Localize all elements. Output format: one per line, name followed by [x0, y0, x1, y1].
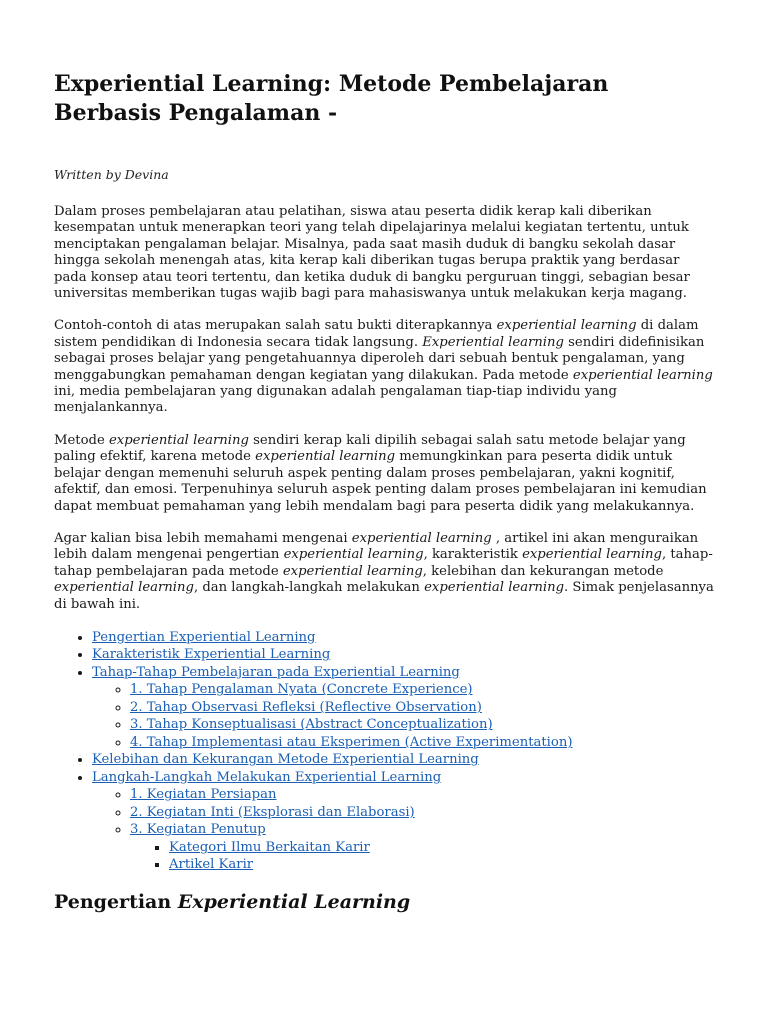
italic-term: experiential learning: [522, 547, 662, 563]
text-run: Dalam proses pembelajaran atau pelatihan, siswa atau peserta didik kerap kali diberikan kesempatan untuk menerapkan teori yang telah dipelajarinya melalui kegiatan tertentu, untuk menciptakan pengalaman belajar. Misalnya, pada saat masih duduk di bangku sekolah dasar hingga sekolah menengah atas, kita kerap kali diberikan tugas berupa praktik yang berdasar pada konsep atau teori tertentu, dan ketika duduk di bangku perguruan tinggi, sebagian besar universitas memberikan tugas wajib bagi para mahasiswanya untuk melakukan kerja magang.: [54, 204, 690, 302]
toc-item: [130, 821, 716, 874]
section-heading-plain: Pengertian: [54, 890, 178, 913]
body-paragraph: [54, 433, 716, 515]
toc-link[interactable]: 4. Tahap Implementasi atau Eksperimen (Active Experimentation): [130, 734, 573, 750]
article-body: [54, 204, 716, 914]
italic-term: Experiential learning: [422, 334, 564, 350]
text-run: , dan langkah-langkah melakukan: [193, 580, 425, 596]
text-run: sendiri kerap kali dipilih sebagai salah satu metode belajar yang paling efektif, karena metode: [54, 432, 686, 465]
italic-term: experiential learning: [283, 547, 424, 563]
italic-term: experiential learning: [424, 580, 565, 596]
italic-term: experiential learning: [496, 318, 637, 334]
toc-sublist: [92, 786, 716, 874]
text-run: Agar kalian bisa lebih memahami mengenai: [54, 530, 352, 546]
toc-item: [92, 629, 716, 647]
toc-link[interactable]: Kelebihan dan Kekurangan Metode Experiential Learning: [92, 752, 479, 768]
toc-link[interactable]: Tahap-Tahap Pembelajaran pada Experiential Learning: [92, 664, 460, 680]
text-run: Metode: [54, 432, 109, 448]
text-run: , karakteristik: [423, 547, 523, 563]
text-run: sendiri didefinisikan sebagai proses belajar yang pengetahuannya diperoleh dari sebuah bentuk pengalaman, yang menggabungkan pemahaman dengan kegiatan yang dilakukan. Pada metode: [54, 334, 705, 383]
toc-item: [169, 839, 716, 857]
toc-sublist: [130, 839, 716, 874]
toc-link[interactable]: 2. Kegiatan Inti (Eksplorasi dan Elaborasi): [130, 804, 415, 820]
body-paragraph: [54, 204, 716, 302]
toc-item: [130, 681, 716, 699]
toc-link[interactable]: 3. Tahap Konseptualisasi (Abstract Conceptualization): [130, 717, 493, 733]
text-run: . Simak penjelasannya di bawah ini.: [54, 580, 714, 612]
body-paragraph: [54, 531, 716, 613]
text-run: , kelebihan dan kekurangan metode: [422, 563, 664, 579]
toc-link[interactable]: 1. Tahap Pengalaman Nyata (Concrete Experience): [130, 682, 473, 698]
text-run: di dalam sistem pendidikan di Indonesia secara tidak langsung.: [54, 318, 699, 350]
italic-term: experiential learning: [282, 563, 423, 579]
article-byline: Written by Devina: [54, 167, 169, 182]
toc-link[interactable]: Artikel Karir: [169, 857, 254, 873]
italic-term: experiential learning: [351, 530, 492, 546]
toc-sublist: [92, 681, 716, 751]
section-heading-pengertian: [54, 890, 716, 914]
toc-item: [92, 769, 716, 874]
italic-term: experiential learning: [572, 367, 713, 383]
text-run: ini, media pembelajaran yang digunakan adalah pengalaman tiap-tiap individu yang menjalankannya.: [54, 384, 617, 416]
toc-item: [130, 734, 716, 752]
text-run: memungkinkan para peserta didik untuk belajar dengan memenuhi seluruh aspek penting dalam proses pembelajaran, yakni kognitif, afektif, dan emosi. Terpenuhinya seluruh aspek penting dalam proses pembelajaran ini kemudian dapat membuat pemahaman yang lebih mendalam bagi para peserta didik yang melakukannya.: [54, 449, 707, 514]
section-heading-italic: Experiential Learning: [177, 890, 411, 913]
toc-link[interactable]: Kategori Ilmu Berkaitan Karir: [169, 839, 370, 855]
toc-item: [92, 664, 716, 752]
italic-term: experiential learning: [54, 580, 194, 596]
toc-link[interactable]: Pengertian Experiential Learning: [92, 629, 316, 645]
text-run: , artikel ini akan menguraikan lebih dalam mengenai pengertian: [54, 530, 699, 563]
article-title: Experiential Learning: Metode Pembelajaran Berbasis Pengalaman -: [54, 71, 609, 126]
toc-item: [130, 699, 716, 717]
toc-item: [92, 751, 716, 769]
toc-link[interactable]: Karakteristik Experiential Learning: [92, 647, 331, 663]
toc-item: [130, 804, 716, 822]
toc-link[interactable]: 1. Kegiatan Persiapan: [130, 787, 277, 803]
text-run: Contoh-contoh di atas merupakan salah satu bukti diterapkannya: [54, 318, 497, 334]
paragraph-list: [54, 204, 716, 613]
toc-item: [130, 716, 716, 734]
body-paragraph: [54, 318, 716, 416]
italic-term: experiential learning: [109, 432, 249, 448]
italic-term: experiential learning: [255, 449, 396, 465]
toc-link[interactable]: 2. Tahap Observasi Refleksi (Reflective Observation): [130, 699, 482, 715]
toc-link[interactable]: 3. Kegiatan Penutup: [130, 822, 266, 838]
toc-item: [92, 646, 716, 664]
toc-item: [169, 856, 716, 874]
text-run: , tahap-tahap pembelajaran pada metode: [54, 547, 713, 579]
table-of-contents: [54, 629, 716, 874]
toc-link[interactable]: Langkah-Langkah Melakukan Experiential Learning: [92, 769, 442, 785]
toc-item: [130, 786, 716, 804]
